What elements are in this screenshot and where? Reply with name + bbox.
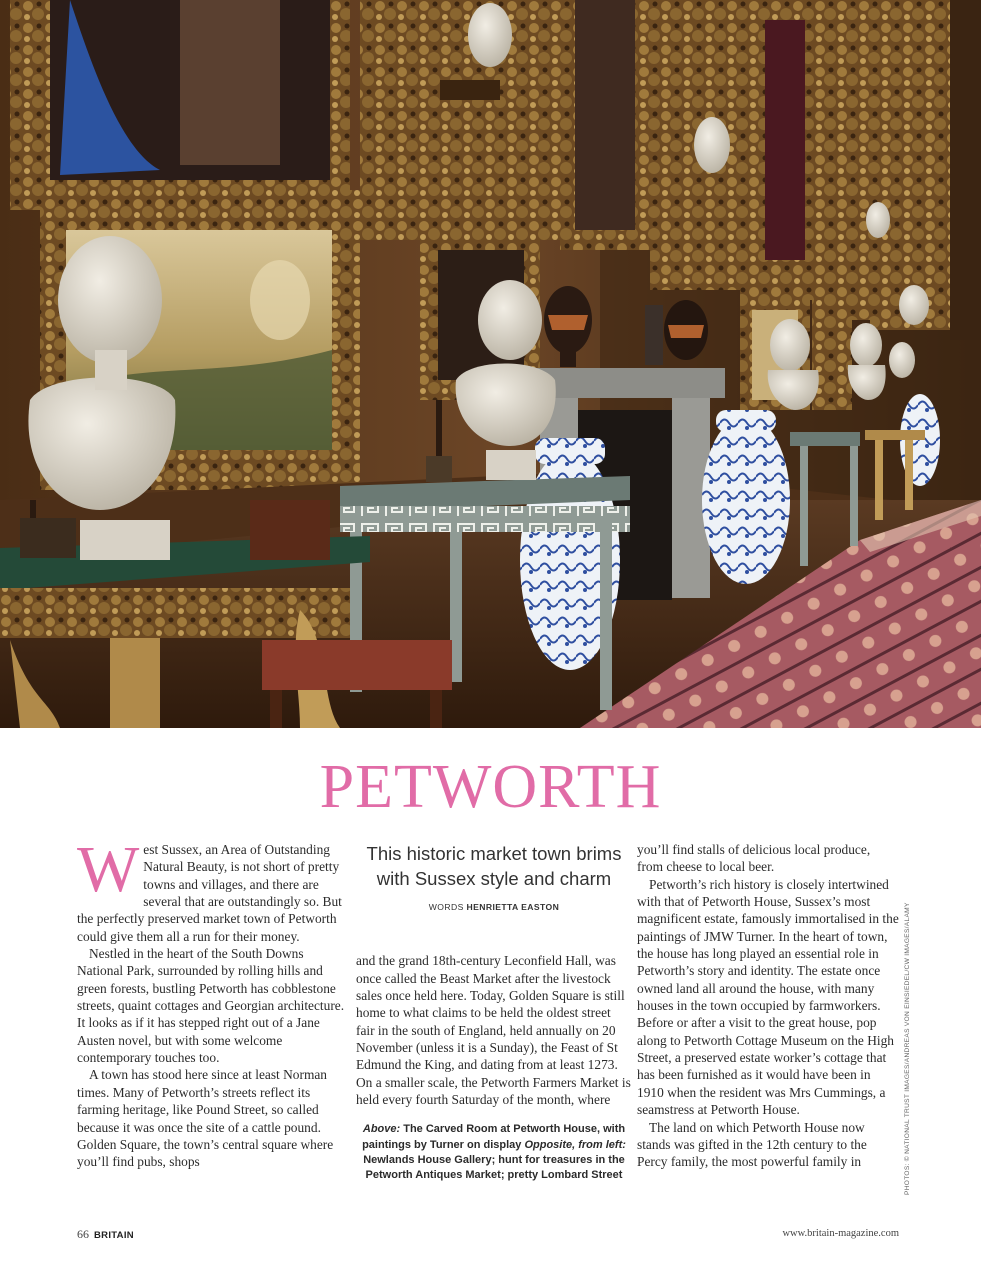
paragraph-6: Petworth’s rich history is closely intertwined with that of Petworth House, Sussex’s most magnificent estate, famously immortalised in the paintings of JMW Turner. In the heart of town, the house has long played an essential role in Petworth’s story and identity. The estate once owned land all around the house, with many houses in the town occupied by farmworkers. Before or after a visit to the great house, pop along to Petworth Cottage Museum on the High Street, a preserved estate worker’s cottage that has been furnished as it would have been in 1910 when the resident was Mrs Cummings, a seamstress at Petworth House.	[637, 876, 899, 1118]
photo-caption	[356, 1122, 632, 1183]
paragraph-1-text: est Sussex, an Area of Outstanding Natural Beauty, is not short of pretty towns and villages, and there are several that are outstandingly so. But the perfectly preserved market town of Petworth could give them all a run for their money.	[77, 842, 342, 944]
column-2	[356, 841, 632, 1183]
paragraph-3: A town has stood here since at least Norman times. Many of Petworth’s streets reflect its farming heritage, like Pound Street, so called because it was once the site of a cattle pound. Golden Square, the town’s central square where you’ll find pubs, shops	[77, 1067, 334, 1170]
byline	[356, 899, 632, 916]
paragraph-7: The land on which Petworth House now stands was gifted in the 12th century to the Percy family, the most powerful family in	[637, 1119, 867, 1170]
drop-cap: W	[77, 833, 140, 906]
paragraph-4: and the grand 18th-century Leconfield Hall, was once called the Beast Market after the livestock sales once held here. Today, Golden Square is still home to what claims to be held the oldest street fair in the south of England, held annually on 20 November (unless it is a Sunday), the Feast of St Edmund the King, and dating from at least 1273. On a smaller scale, the Petworth Farmers Market is held every fourth Saturday of the month, where	[356, 953, 631, 1108]
column-1	[77, 833, 349, 1171]
page-number: 66	[77, 1227, 89, 1241]
byline-author: HENRIETTA EASTON	[466, 902, 560, 912]
paragraph-2: Nestled in the heart of the South Downs National Park, surrounded by rolling hills and green forests, bustling Petworth has cobblestone streets, quaint cottages and Georgian architecture. It looks as if it has stepped right out of a Jane Austen novel, but with some welcome contemporary touches too.	[77, 946, 345, 1066]
magazine-name: BRITAIN	[94, 1230, 134, 1241]
page-folio	[77, 1227, 134, 1242]
byline-prefix: WORDS	[428, 902, 464, 912]
caption-above-label: Above:	[362, 1123, 401, 1136]
column-3	[637, 841, 899, 1171]
caption-opposite-label: Opposite, from left:	[524, 1138, 626, 1151]
column-2-body	[356, 952, 632, 1108]
standfirst: This historic market town brims with Sussex style and charm	[366, 843, 622, 889]
caption-opposite-text: Newlands House Gallery; hunt for treasures in the Petworth Antiques Market; pretty Lombard Street	[363, 1153, 625, 1182]
magazine-url[interactable]: www.britain-magazine.com	[782, 1228, 899, 1239]
caption-above-text: The Carved Room at Petworth House, with paintings by Turner on display	[362, 1123, 626, 1151]
paragraph-5: you’ll find stalls of delicious local produce, from cheese to local beer.	[637, 842, 871, 875]
photo-credit: PHOTOS: © NATIONAL TRUST IMAGES/ANDREAS VON EINSIEDEL/CW IMAGES/ALAMY	[904, 902, 911, 1195]
paragraph-1	[77, 833, 349, 945]
article-title: PETWORTH	[319, 753, 662, 821]
